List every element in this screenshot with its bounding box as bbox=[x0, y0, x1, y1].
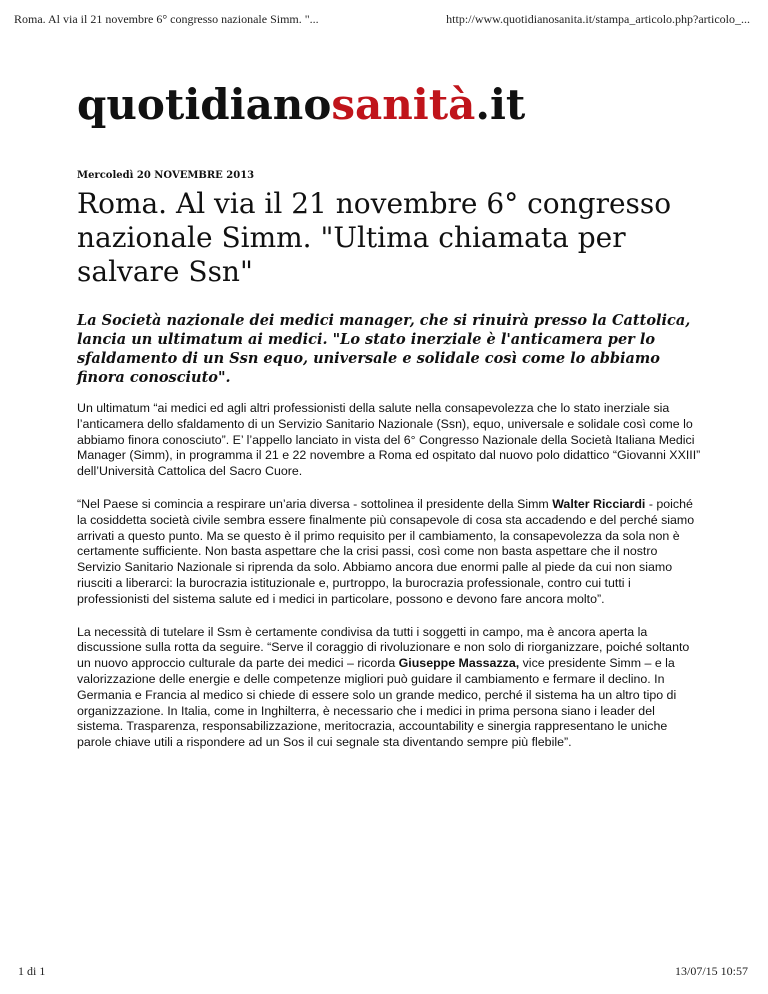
print-timestamp: 13/07/15 10:57 bbox=[674, 964, 748, 978]
paragraph-3-text-b: vice presidente Simm – e la valorizzazione delle energie e delle competenze migliori può guidare il cambiamento e fermare il declino. In Germania e Francia al medico si chiede di essere solo un grande medico, perché il sistema ha un altro tipo di organizzazione. In Italia, come in Inghilterra, è necessario che i medici in prima persona siano i leader del sistema. Trasparenza, responsabilizzazione, meritocrazia, accountability e sinergia rappresentano le uniche parole chiave utili a rispondere ad un Sos il cui segnale sta diventando sempre più flebile”. bbox=[77, 656, 677, 750]
paragraph-2 bbox=[77, 497, 702, 608]
article-body bbox=[77, 401, 702, 751]
logo-part-sanita: sanità bbox=[331, 80, 476, 129]
paragraph-2-text-b: - poiché la cosiddetta società civile sembra essere finalmente più consapevole di cosa sta accadendo e del perché siamo arrivati a questo punto. Ma se questo è il primo requisito per il cambiamento, la consapevolezza da sola non è certamente sufficiente. Non basta aspettare che la crisi passi, così come non basta aspettare che il nostro Servizio Sanitario Nazionale si riprenda da solo. Abbiamo ancora due enormi palle al piede da cui non siamo riusciti a liberarci: la burocrazia istituzionale e, purtroppo, la burocrazia professionale, contro cui tutti i professionisti del sistema salute ed i medici in particolare, possono e devono fare ancora molto”. bbox=[77, 496, 695, 606]
paragraph-1: Un ultimatum “ai medici ed agli altri professionisti della salute nella consapevolezza che lo stato inerziale sia l’anticamera dello sfaldamento di un Servizio Sanitario Nazionale (Ssn), equo, universale e solidale così come lo abbiamo finora conosciuto”. E’ l’appello lanciato in vista del 6° Congresso Nazionale della Società Italiana Medici Manager (Simm), in programma il 21 e 22 novembre a Roma ed ospitato dal nuovo polo didattico “Giovanni XXIII” dell’Università Cattolica del Sacro Cuore. bbox=[77, 401, 701, 479]
paragraph-3-text-a: La necessità di tutelare il Ssm è certamente condivisa da tutti i soggetti in campo, ma è ancora aperta la discussione sulla rotta da seguire. “Serve il coraggio di rivoluzionare e non solo di riorganizzare, poiché soltanto un nuovo approccio culturale da parte dei medici – ricorda bbox=[77, 624, 690, 671]
article-date: Mercoledì 20 NOVEMBRE 2013 bbox=[77, 170, 255, 181]
paragraph-2-text-a: “Nel Paese si comincia a respirare un’aria diversa - sottolinea il presidente della Simm bbox=[77, 496, 553, 511]
logo-part-it: .it bbox=[475, 80, 526, 129]
article-subtitle: La Società nazionale dei medici manager, che si rinuirà presso la Cattolica, lancia un ultimatum ai medici. "Lo stato inerziale è l'anticamera per lo sfaldamento di un Ssn equo, universale e solidale così come lo abbiamo finora conosciuto". bbox=[77, 312, 691, 386]
article-page bbox=[77, 78, 702, 768]
paragraph-3 bbox=[77, 625, 702, 751]
page-number: 1 di 1 bbox=[18, 964, 46, 978]
logo-part-quotidiano: quotidiano bbox=[77, 80, 332, 129]
site-logo[interactable] bbox=[77, 78, 702, 132]
person-name-walter-ricciardi: Walter Ricciardi bbox=[552, 496, 646, 511]
person-name-giuseppe-massazza: Giuseppe Massazza, bbox=[398, 656, 520, 671]
print-header-url: http://www.quotidianosanita.it/stampa_articolo.php?articolo_... bbox=[446, 12, 750, 26]
print-footer bbox=[18, 964, 754, 980]
print-header-title: Roma. Al via il 21 novembre 6° congresso nazionale Simm. "... bbox=[14, 12, 319, 26]
print-header bbox=[14, 12, 754, 28]
article-title: Roma. Al via il 21 novembre 6° congresso nazionale Simm. "Ultima chiamata per salvare Ssn" bbox=[77, 187, 672, 288]
